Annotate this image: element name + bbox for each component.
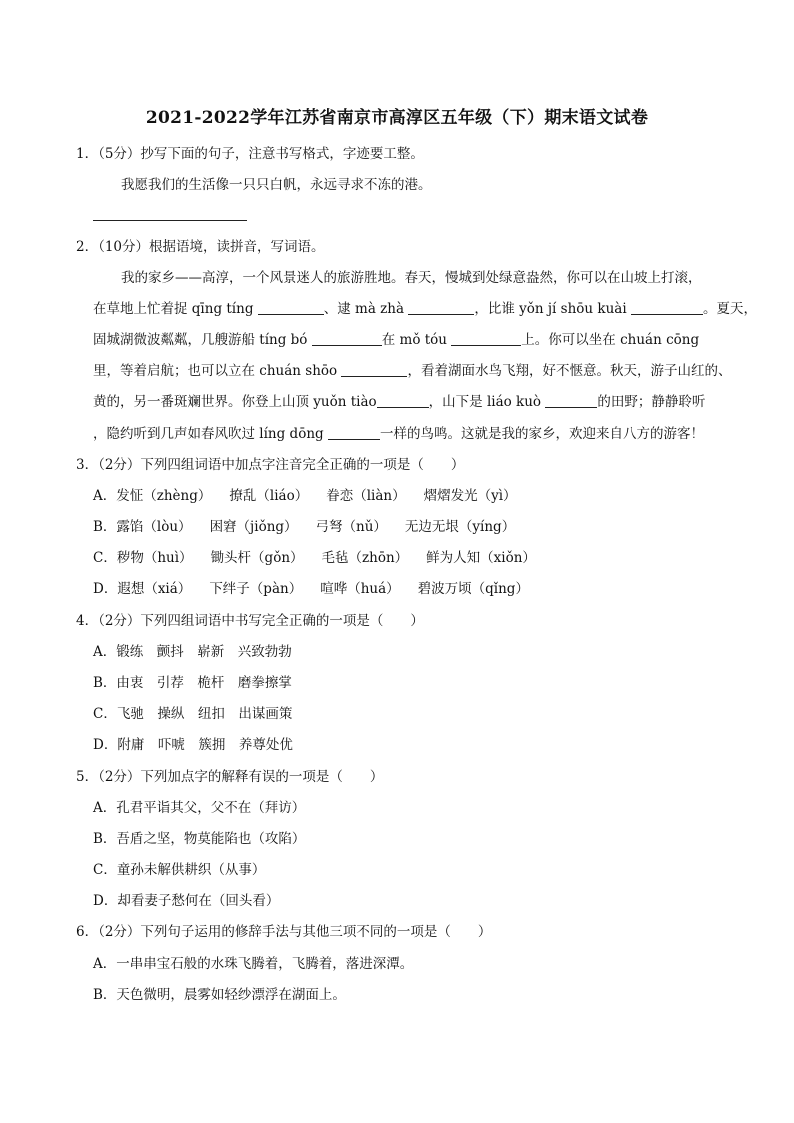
- q5-option-d[interactable]: D．却看妻子愁何在（回头看）: [93, 893, 280, 909]
- q2-para-line-4: 里，等着启航；也可以立在 chuán shōo ，看着湖面水鸟飞翔，好不惬意。秋天，游子山红的、: [93, 363, 732, 379]
- blank-yanjishoukuai[interactable]: [631, 300, 703, 315]
- blank-chuanshao[interactable]: [341, 362, 407, 377]
- blank-matou[interactable]: [451, 331, 521, 346]
- q1-answer-line[interactable]: [93, 219, 247, 221]
- q4-option-d[interactable]: D．附庸 吓唬 簇拥 养尊处优: [93, 737, 293, 753]
- q2-para-line-2: 在草地上忙着捉 qīng tíng 、逮 mà zhà ，比谁 yǒn jí shōu kuài 。夏天，: [93, 301, 757, 317]
- q4-option-c[interactable]: C．飞驰 操纵 纽扣 出谋画策: [93, 706, 293, 722]
- q3-option-b[interactable]: B．露馅（lòu） 困窘（jiǒng） 弓弩（nǔ） 无边无垠（yíng）: [93, 519, 516, 535]
- q2-para-line-3: 固城湖微波粼粼，几艘游船 tíng bó 在 mǒ tóu 上。你可以坐在 chuán cōng: [93, 332, 700, 348]
- q5-option-a[interactable]: A．孔君平诣其父，父不在（拜访）: [93, 800, 306, 816]
- blank-mazha[interactable]: [408, 300, 474, 315]
- q4-option-a[interactable]: A．锻练 颤抖 崭新 兴致勃勃: [93, 644, 292, 660]
- q5-option-b[interactable]: B．吾盾之坚，物莫能陷也（攻陷）: [93, 831, 306, 847]
- q1-stem: 1．（5分）抄写下面的句子，注意书写格式，字迹要工整。: [76, 146, 424, 162]
- q2-para-line-1: 我的家乡——高淳，一个风景迷人的旅游胜地。春天，慢城到处绿意盎然，你可以在山坡上打滚，: [121, 270, 702, 286]
- exam-title: 2021-2022学年江苏省南京市高淳区五年级（下）期末语文试卷: [145, 108, 649, 128]
- blank-liaokuo[interactable]: [545, 393, 597, 408]
- q4-stem: 4．（2分）下列四组词语中书写完全正确的一项是（ ）: [76, 613, 424, 629]
- q6-option-b[interactable]: B．天色微明，晨雾如轻纱漂浮在湖面上。: [93, 987, 346, 1003]
- blank-tingbo[interactable]: [312, 331, 382, 346]
- blank-qingting[interactable]: [258, 300, 324, 315]
- q2-para-line-5: 黄的，另一番斑斓世界。你登上山顶 yuǒn tiào ，山下是 liáo kuò 的田野；静静聆听: [93, 394, 706, 410]
- q2-stem: 2．（10分）根据语境，读拼音，写词语。: [76, 239, 325, 255]
- q5-stem: 5．（2分）下列加点字的解释有误的一项是（ ）: [76, 769, 384, 785]
- q6-stem: 6．（2分）下列句子运用的修辞手法与其他三项不同的一项是（ ）: [76, 924, 492, 940]
- blank-lingdong[interactable]: [328, 425, 380, 440]
- q1-sentence: 我愿我们的生活像一只只白帆，永远寻求不冻的港。: [121, 177, 432, 193]
- q5-option-c[interactable]: C．童孙未解供耕织（从事）: [93, 862, 266, 878]
- blank-yuantiao[interactable]: [377, 393, 429, 408]
- q3-option-d[interactable]: D．遐想（xiá） 下绊子（pàn） 喧哗（huá） 碧波万顷（qǐng）: [93, 581, 529, 597]
- q6-option-a[interactable]: A．一串串宝石般的水珠飞腾着，飞腾着，落进深潭。: [93, 956, 414, 972]
- q3-stem: 3．（2分）下列四组词语中加点字注音完全正确的一项是（ ）: [76, 457, 465, 473]
- q2-para-line-6: ，隐约听到几声如春风吹过 líng dōng 一样的鸟鸣。这就是我的家乡，欢迎来自八方的游客！: [93, 426, 704, 442]
- q3-option-a[interactable]: A．发怔（zhèng） 撩乱（liáo） 眷恋（liàn） 熠熠发光（yì）: [93, 488, 517, 504]
- q4-option-b[interactable]: B．由衷 引荐 桅杆 磨拳擦掌: [93, 675, 292, 691]
- q3-option-c[interactable]: C．秽物（huì） 锄头杆（gǒn） 毛毡（zhōn） 鲜为人知（xiǒn）: [93, 550, 536, 566]
